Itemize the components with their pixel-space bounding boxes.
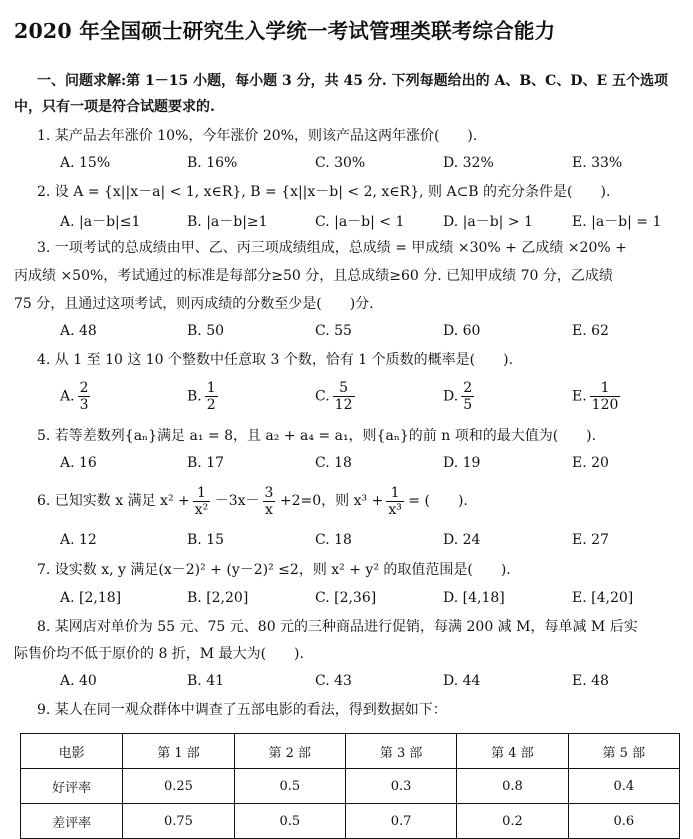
- question-8-stem-line-2: 际售价均不低于原价的 8 折，M 最大为( ).: [14, 646, 304, 662]
- option-d: D. $\frac{2}{5}$: [443, 380, 473, 413]
- option-c: C. 18: [315, 455, 352, 471]
- table-row: [21, 769, 680, 804]
- survey-table: [20, 733, 680, 839]
- option-b: B. $\frac{1}{2}$: [187, 380, 216, 413]
- table-cell: 0.25: [123, 769, 234, 804]
- option-d: D. [4,18]: [443, 590, 505, 606]
- option-e: E. 20: [572, 455, 609, 471]
- option-a: A. [2,18]: [60, 590, 122, 606]
- question-4-stem: 4. 从 1 至 10 这 10 个整数中任意取 3 个数，恰有 1 个质数的概率是( ).: [37, 352, 514, 368]
- option-a: A. 48: [60, 323, 97, 339]
- option-a: A. 12: [60, 532, 97, 548]
- option-a: A. |a－b|≤1: [60, 214, 141, 230]
- question-7-stem: 7. 设实数 x, y 满足(x－2)² + (y－2)² ≤2，则 x² + y² 的取值范围是( ).: [37, 562, 511, 578]
- question-1-stem: 1. 某产品去年涨价 10%，今年涨价 20%，则该产品这两年涨价( ).: [37, 128, 478, 144]
- table-cell: 0.6: [568, 804, 679, 839]
- option-b: B. [2,20]: [187, 590, 249, 606]
- table-cell: 0.3: [345, 769, 456, 804]
- table-cell: 0.2: [457, 804, 568, 839]
- question-3-stem-line-1: 3. 一项考试的总成绩由甲、乙、丙三项成绩组成，总成绩 = 甲成绩 ×30% + 乙成绩 ×20% +: [37, 240, 627, 256]
- table-cell: 0.5: [234, 804, 345, 839]
- table-cell: 0.8: [457, 769, 568, 804]
- option-b: B. 50: [187, 323, 225, 339]
- table-cell: 0.7: [345, 804, 456, 839]
- table-header-cell: 第 2 部: [234, 734, 345, 769]
- question-1-options: [60, 155, 680, 175]
- option-e: E. [4,20]: [572, 590, 634, 606]
- option-c: C. 43: [315, 673, 352, 689]
- question-5-options: [60, 455, 680, 475]
- table-header-row: [21, 734, 680, 769]
- question-9-stem: 9. 某人在同一观众群体中调查了五部电影的看法，得到数据如下：: [37, 702, 447, 718]
- question-3-options: [60, 323, 680, 343]
- option-e: E. 48: [572, 673, 609, 689]
- instructions-line-2: 中，只有一项是符合试题要求的.: [14, 99, 215, 115]
- question-3-stem-line-2: 丙成绩 ×50%，考试通过的标准是每部分≥50 分，且总成绩≥60 分. 已知甲成绩 70 分，乙成绩: [14, 268, 613, 284]
- table-cell: 差评率: [21, 804, 123, 839]
- table-cell: 0.5: [234, 769, 345, 804]
- option-e: E. 62: [572, 323, 609, 339]
- table-cell: 好评率: [21, 769, 123, 804]
- option-e: E. 27: [572, 532, 609, 548]
- option-d: D. 44: [443, 673, 481, 689]
- instructions-line-1: 一、问题求解:第 1－15 小题，每小题 3 分，共 45 分. 下列每题给出的 A、B、C、D、E 五个选项: [37, 73, 669, 89]
- question-8-stem-line-1: 8. 某网店对单价为 55 元、75 元、80 元的三种商品进行促销，每满 200 减 M，每单减 M 后实: [37, 619, 638, 635]
- table-header-cell: 电影: [21, 734, 123, 769]
- question-4-options: [60, 380, 680, 416]
- option-c: C. [2,36]: [315, 590, 377, 606]
- option-b: B. |a－b|≥1: [187, 214, 268, 230]
- option-d: D. 24: [443, 532, 481, 548]
- option-c: C. 30%: [315, 155, 366, 171]
- option-b: B. 16%: [187, 155, 238, 171]
- table-row: [21, 804, 680, 839]
- option-c: C. 55: [315, 323, 352, 339]
- option-c: C. 18: [315, 532, 352, 548]
- option-a: A. 15%: [60, 155, 111, 171]
- question-3-stem-line-3: 75 分，且通过这项考试，则丙成绩的分数至少是( )分.: [14, 296, 374, 312]
- question-8-options: [60, 673, 680, 693]
- option-a: A. 40: [60, 673, 97, 689]
- question-6-options: [60, 532, 680, 552]
- question-5-stem: 5. 若等差数列{aₙ}满足 a₁ = 8，且 a₂ + a₄ = a₁，则{aₙ}的前 n 项和的最大值为( ).: [37, 428, 597, 444]
- option-a: A. 16: [60, 455, 97, 471]
- option-d: D. 60: [443, 323, 481, 339]
- option-d: D. 32%: [443, 155, 494, 171]
- option-c: C. $\frac{5}{12}$: [315, 380, 353, 413]
- option-d: D. 19: [443, 455, 481, 471]
- option-b: B. 41: [187, 673, 225, 689]
- option-e: E. 33%: [572, 155, 623, 171]
- option-e: E. |a－b| = 1: [572, 214, 662, 230]
- table-header-cell: 第 5 部: [568, 734, 679, 769]
- table-header-cell: 第 3 部: [345, 734, 456, 769]
- option-b: B. 15: [187, 532, 225, 548]
- table-header-cell: 第 4 部: [457, 734, 568, 769]
- option-b: B. 17: [187, 455, 225, 471]
- table-cell: 0.4: [568, 769, 679, 804]
- question-2-options: [60, 211, 680, 231]
- page-title: 2020 年全国硕士研究生入学统一考试管理类联考综合能力: [14, 19, 556, 43]
- question-6-stem: 6. 已知实数 x 满足 x² + $\frac{1}{\text{x²}}$ －3x－ $\frac{3}{x}$ +2=0，则 x³ + $\frac{1}{\text{x³}}$ = ( ).: [37, 484, 468, 518]
- table-header-cell: 第 1 部: [123, 734, 234, 769]
- option-a: A. $\frac{2}{3}$: [60, 380, 89, 413]
- option-d: D. |a－b| > 1: [443, 214, 533, 230]
- table-cell: 0.75: [123, 804, 234, 839]
- question-2-stem: 2. 设 A = {x||x－a| < 1, x∈R}, B = {x||x－b| < 2, x∈R}, 则 A⊂B 的充分条件是( ).: [37, 184, 611, 200]
- option-e: E. $\frac{1}{120}$: [572, 380, 619, 413]
- question-7-options: [60, 590, 680, 610]
- option-c: C. |a－b| < 1: [315, 214, 405, 230]
